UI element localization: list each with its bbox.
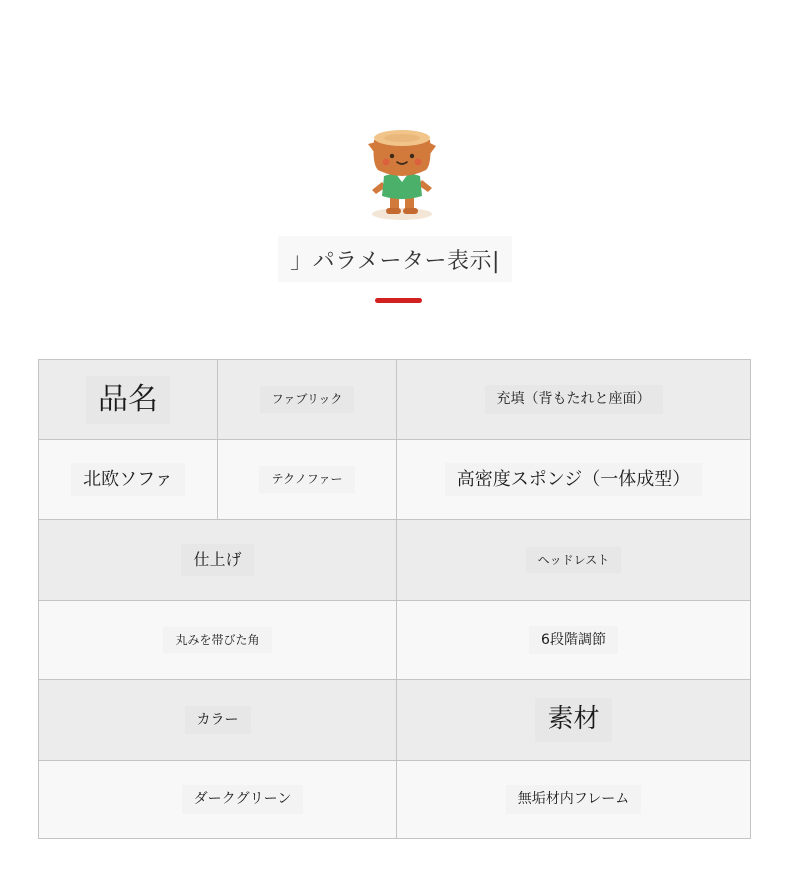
material-label: 素材: [547, 704, 600, 735]
color-value-cell: [39, 761, 396, 838]
color-value: ダークグリーン: [193, 791, 292, 808]
name-label-cell: [39, 360, 217, 439]
fabric-value-cell: [217, 440, 396, 519]
finish-label-cell: [39, 520, 396, 600]
finish-label: 仕上げ: [193, 550, 242, 570]
page-title: [278, 236, 512, 282]
fabric-value: テクノファー: [271, 472, 343, 487]
filling-label-cell: [396, 360, 750, 439]
material-value-cell: [396, 761, 750, 838]
headrest-label-cell: [396, 520, 750, 600]
color-label: カラー: [196, 711, 239, 728]
fabric-label-cell: [217, 360, 396, 439]
headrest-value: 6段階調節: [541, 631, 606, 648]
filling-label: 充填（背もたれと座面）: [496, 391, 651, 408]
filling-value-cell: [396, 440, 750, 519]
headrest-label: ヘッドレスト: [537, 552, 610, 567]
page-title-text: 」パラメーター表示|: [290, 248, 500, 274]
headrest-value-cell: [396, 601, 750, 679]
table-row: [39, 601, 750, 680]
filling-value: 高密度スポンジ（一体成型）: [456, 468, 691, 490]
name-label: 品名: [98, 381, 158, 417]
color-label-cell: [39, 680, 396, 760]
table-row: [39, 680, 750, 761]
table-row: [39, 761, 750, 838]
name-value-cell: [39, 440, 217, 519]
finish-value-cell: [39, 601, 396, 679]
parameter-table: [38, 359, 751, 839]
name-value: 北欧ソファ: [83, 468, 173, 490]
material-value: 無垢材内フレーム: [517, 791, 630, 808]
title-underline-bar: [375, 298, 422, 303]
table-row: [39, 440, 750, 520]
finish-value: 丸みを帯びた角: [175, 632, 260, 647]
fabric-label: ファブリック: [271, 392, 343, 407]
tree-stump-mascot-icon: [364, 124, 440, 222]
material-label-cell: [396, 680, 750, 760]
table-row: [39, 360, 750, 440]
table-row: [39, 520, 750, 601]
